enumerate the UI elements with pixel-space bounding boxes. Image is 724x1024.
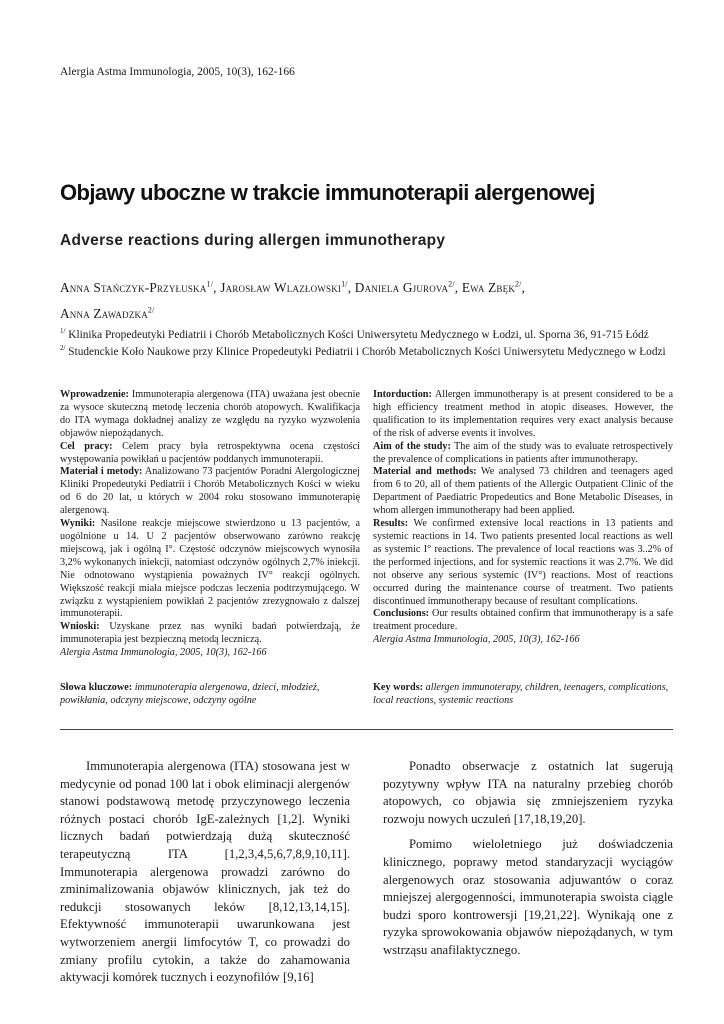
affiliation: $^{2/}$ Studenckie Koło Naukowe przy Klinice Propedeutyki Pediatrii i Chorób Metabolicznych Kości Uniwersytetu Medycznego w Łodzi (60, 344, 666, 358)
title-polish: Objawy uboczne w trakcie immunoterapii alergenowej (60, 180, 595, 205)
author: Daniela Gjurova$^{2/}$, (354, 280, 462, 296)
author: Ewa Zbęk$^{2/}$, (461, 280, 526, 296)
abstract-section: Wprowadzenie: Immunoterapia alergenowa (ITA) uważana jest obecnie za wysoce skuteczną metodę leczenia chorób atopowych. Kwalifikacja do ITA wymaga dokładnej analizy ze względu na ryzyko wyzwolenia objawów niepożądanych. (60, 389, 361, 439)
abstract-section: Results: We confirmed extensive local reactions in 13 patients and systemic reactions in 14. Two patients presented local reactions as well as systemic I° reactions. The prevalence of local reactions was 3..2% of the performed injections, and for systemic reactions it was 2.7%. We did not observe any serious systemic (IV°) reactions. Most of reactions occurred during the maintenance course of treatment. Two patients discontinued immunotherapy because of resultant complications. (373, 518, 673, 607)
abstract-english (373, 389, 673, 647)
affiliation: $^{1/}$ Klinika Propedeutyki Pediatrii i Chorób Metabolicznych Kości Uniwersytetu Medycznego w Łodzi, ul. Sporna 36, 91-715 Łódź (60, 327, 649, 341)
abstract-section: Aim of the study: The aim of the study was to evaluate retrospectively the prevalence of complications in patients after immunotherapy. (373, 440, 673, 465)
abstract-section: Material and methods: We analysed 73 children and teenagers aged from 6 to 20, all of them patients of the Allergic Outpatient Clinic of the Department of Paediatric Propedeutics and Bone Metabolic Diseases, in whom allergen immunotherapy had been applied. (373, 466, 673, 517)
keywords-english: Key words: allergen immunoterapy, children, teenagers, complications, local reactions, systemic reactions (373, 682, 669, 706)
abstract-polish (60, 389, 360, 660)
author: Anna Stańczyk-Przyłuska$^{1/}$, (60, 280, 221, 296)
abstract-citation: Alergia Astma Immunologia, 2005, 10(3), 162-166 (60, 647, 267, 659)
author: Anna Zawadzka$^{2/}$ (60, 305, 155, 321)
keywords-polish: Słowa kluczowe: immunoterapia alergenowa, dzieci, młodzież, powikłania, odczyny miejscowe, odczyny ogólne (60, 682, 320, 706)
author: Jarosław Wlazłowski$^{1/}$, (220, 280, 355, 296)
author-list (60, 274, 680, 325)
body-column-right (383, 758, 673, 960)
body-paragraph: Pomimo wieloletniego już doświadczenia klinicznego, poprawy metod standaryzacji wyciągów alergenowych oraz stosowania adjuwantów o coraz mniejszej alergogenności, immunoterapia swoista ciągle budzi sporo kontrowersji [19,21,22]. Wynikają one z ryzyka sprowokowania objawów niepożądanych, w tym wstrząsu anafilaktycznego. (383, 837, 673, 957)
abstract-section: Conclusions: Our results obtained confirm that immunotherapy is a safe treatment procedure. (373, 608, 673, 633)
abstract-section: Materiał i metody: Analizowano 73 pacjentów Poradni Alergologicznej Kliniki Propedeutyki Pediatrii i Chorób Metabolicznych Kości w wieku od 6 do 20 lat, u których w 2004 roku stosowano immunoterapię alergenową. (60, 466, 360, 517)
journal-header: Alergia Astma Immunologia, 2005, 10(3), 162-166 (60, 66, 295, 78)
body-column-left (60, 758, 350, 987)
abstract-section: Wyniki: Nasilone reakcje miejscowe stwierdzono u 13 pacjentów, a uogólnione u 14. U 2 pacjentów obserwowano zarówno reakcję miejscową, jak i ogólną I°. Częstość odczynów miejscowych wynosiła 3,2% wykonanych iniekcji, natomiast odczynów ogólnych 2,7% iniekcji. Nie odnotowano wystąpienia poważnych IV° reakcji ogólnych. Większość reakcji miała miejsce podczas leczenia podtrzymującego. W związku z wystąpieniem powikłań 2 pacjentów zrezygnowało z dalszej immunoterapii. (60, 518, 361, 620)
section-divider (60, 729, 673, 730)
abstract-section: Wnioski: Uzyskane przez nas wyniki badań potwierdzają, że immunoterapia jest bezpieczną metodą leczniczą. (60, 621, 361, 646)
body-paragraph: Immunoterapia alergenowa (ITA) stosowana jest w medycynie od ponad 100 lat i obok eliminacji alergenów stanowi podstawową metodę przyczynowego leczenia różnych postaci chorób IgE-zależnych [1,2]. Wyniki licznych badań potwierdzają dużą skuteczność terapeutyczną ITA [1,2,3,4,5,6,7,8,9,10,11]. Immunoterapia alergenowa prowadzi zarówno do zminimalizowania objawów klinicznych, jak też do redukcji stosowanych leków [8,12,13,14,15]. Efektywność immunoterapii uwarunkowana jest wytworzeniem anergii limfocytów T, co prowadzi do zmiany profilu cytokin, a także do zahamowania aktywacji komórek tucznych i eozynofilów [9,16] (60, 759, 350, 985)
abstract-section: Cel pracy: Celem pracy była retrospektywna ocena częstości występowania powikłań u pacjentów poddanych immunoterapii. (60, 440, 360, 465)
body-paragraph: Ponadto obserwacje z ostatnich lat sugerują pozytywny wpływ ITA na naturalny przebieg chorób atopowych, co objawia się zmniejszeniem ryzyka rozwoju nowych uczuleń [17,18,19,20]. (383, 759, 673, 826)
abstract-citation: Alergia Astma Immunologia, 2005, 10(3), 162-166 (373, 634, 580, 646)
title-english: Adverse reactions during allergen immunotherapy (60, 232, 446, 249)
abstract-section: Intorduction: Allergen immunotherapy is at present considered to be a high efficiency treatment method in atopic diseases. However, the qualification to its implementation requires very exact analysis because of the risk of adverse events it involves. (373, 389, 673, 439)
